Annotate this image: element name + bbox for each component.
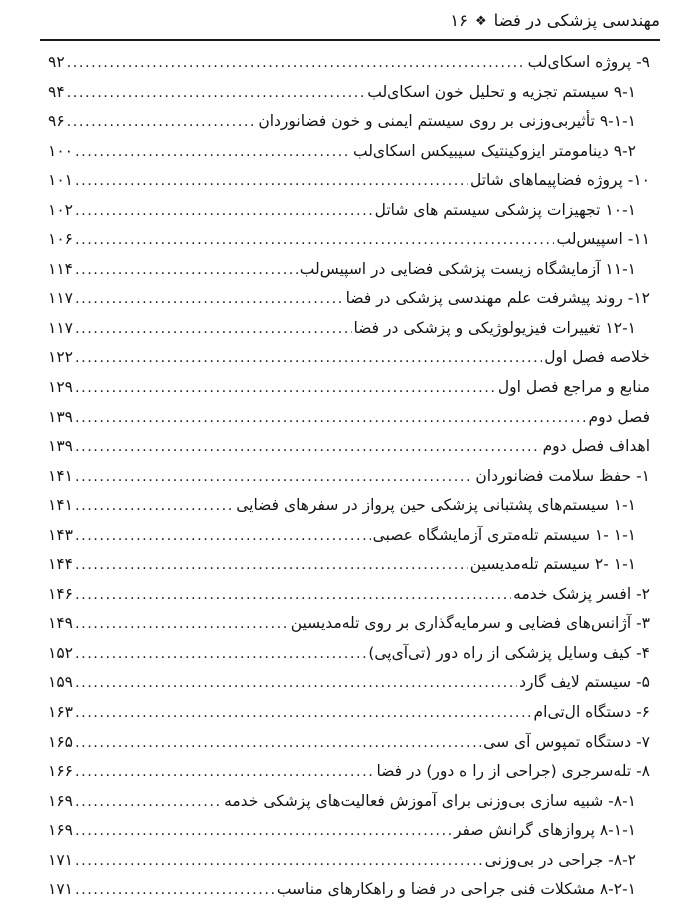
toc-entry-page: ۱۴۹ (48, 614, 73, 633)
toc-leader-dots (75, 876, 275, 905)
toc-entry (48, 875, 650, 905)
book-title: مهندسی پزشکی در فضا (493, 11, 660, 30)
toc-entry-title: اهداف فصل دوم (542, 437, 650, 456)
toc-entry-page: ۱۱۷ (48, 318, 73, 337)
toc-entry-page: ۹۶ (48, 112, 65, 131)
toc-entry-page: ۱۴۶ (48, 584, 73, 603)
toc-entry-title: ۸-۲- جراحی در بی‌وزنی (484, 850, 636, 869)
toc-entry (48, 757, 650, 787)
toc-entry-title: ۹-۲ دینامومتر ایزوکینتیک سیبیکس اسکای‌لب (352, 141, 636, 160)
toc-leader-dots (75, 788, 222, 817)
toc-leader-dots (75, 758, 375, 787)
toc-entry (48, 432, 650, 462)
toc-leader-dots (75, 404, 587, 433)
toc-leader-dots (75, 463, 473, 492)
toc-entry-title: ۲- افسر پزشک خدمه (513, 584, 650, 603)
toc-entry-title: ۱-۱ -۱ سیستم تله‌متری آزمایشگاه عصبی (372, 525, 636, 544)
toc-entry-page: ۱۴۴ (48, 555, 73, 574)
toc-entry (48, 462, 650, 492)
toc-entry-title: ۹-۱ سیستم تجزیه و تحلیل خون اسکای‌لب (367, 82, 636, 101)
toc-entry-title: ۱۱-۱ آزمایشگاه زیست پزشکی فضایی در اسپیس‌لب (299, 259, 636, 278)
toc-entry-page: ۱۰۰ (48, 141, 73, 160)
toc-entry-title: ۹-۱-۱ تأثیربی‌وزنی بر روی سیستم ایمنی و خون فضانوردان (258, 112, 636, 131)
toc-leader-dots (75, 492, 234, 521)
toc-entry (48, 166, 650, 196)
toc-entry-title: ۸-۱-۱ پروازهای گرانش صفر (454, 821, 636, 840)
toc-entry-page: ۹۲ (48, 53, 65, 71)
toc-entry (48, 580, 650, 610)
toc-leader-dots (75, 138, 351, 167)
toc-entry-title: منابع و مراجع فصل اول (497, 378, 650, 397)
toc-leader-dots (67, 79, 366, 108)
toc-entry-title: ۹- پروژه اسکای‌لب (527, 53, 650, 71)
toc-leader-dots (75, 847, 483, 876)
toc-entry-page: ۱۶۹ (48, 791, 73, 810)
toc-leader-dots (75, 256, 298, 285)
toc-entry-page: ۹۴ (48, 82, 65, 101)
toc-entry (48, 787, 650, 817)
toc-leader-dots (75, 167, 468, 196)
toc-entry (48, 816, 650, 846)
toc-leader-dots (75, 610, 289, 639)
toc-entry (48, 550, 650, 580)
toc-leader-dots (75, 433, 541, 462)
toc-leader-dots (75, 285, 344, 314)
toc-entry-title: ۱۰-۱ تجهیزات پزشکی سیستم های شاتل (374, 200, 636, 219)
toc-entry (48, 521, 650, 551)
toc-leader-dots (75, 226, 554, 255)
toc-entry (48, 343, 650, 373)
toc-entry-title: ۸- تله‌سرجری (جراحی از را ه دور) در فضا (376, 762, 650, 781)
toc-entry-page: ۱۷۱ (48, 880, 73, 899)
toc-entry-page: ۱۶۳ (48, 703, 73, 722)
toc-entry-page: ۱۶۹ (48, 821, 73, 840)
toc-entry-page: ۱۱۷ (48, 289, 73, 308)
toc-entry-title: ۱- حفظ سلامت فضانوردان (475, 466, 650, 485)
toc-leader-dots (75, 344, 542, 373)
toc-entry (48, 107, 650, 137)
toc-entry-title: خلاصه فصل اول (544, 348, 650, 367)
toc-leader-dots (67, 49, 526, 78)
toc-leader-dots (75, 581, 511, 610)
toc-entry-page: ۱۱۴ (48, 259, 73, 278)
toc-list (40, 41, 660, 905)
toc-leader-dots (75, 817, 452, 846)
toc-entry (48, 78, 650, 108)
toc-entry (48, 668, 650, 698)
toc-entry-title: ۵- سیستم لایف گارد (519, 673, 650, 692)
toc-leader-dots (75, 374, 496, 403)
toc-entry-page: ۱۴۱ (48, 466, 73, 485)
toc-leader-dots (75, 551, 468, 580)
toc-leader-dots (75, 197, 373, 226)
toc-entry-title: ۴- کیف وسایل پزشکی از راه دور (تی‌آی‌پی) (368, 643, 650, 662)
toc-leader-dots (75, 640, 366, 669)
toc-entry (48, 48, 650, 78)
toc-entry-title: فصل دوم (588, 407, 650, 426)
toc-entry-title: ۱۲- روند پیشرفت علم مهندسی پزشکی در فضا (345, 289, 650, 308)
toc-entry-page: ۱۷۱ (48, 850, 73, 869)
toc-entry-page: ۱۰۲ (48, 200, 73, 219)
toc-entry (48, 403, 650, 433)
toc-entry-title: ۱۱- اسپیس‌لب (556, 230, 650, 249)
header-page-number: ۱۶ (450, 11, 469, 30)
toc-leader-dots (67, 108, 257, 137)
toc-entry-page: ۱۲۹ (48, 378, 73, 397)
toc-entry-title: ۱۰- پروژه فضاپیماهای شاتل (469, 171, 650, 190)
toc-entry (48, 609, 650, 639)
toc-entry-page: ۱۵۲ (48, 643, 73, 662)
toc-entry-page: ۱۳۹ (48, 407, 73, 426)
toc-entry-title: ۱۲-۱ تغییرات فیزیولوژیکی و پزشکی در فضا (353, 318, 636, 337)
toc-entry (48, 728, 650, 758)
toc-entry-title: ۳- آژانس‌های فضایی و سرمایه‌گذاری بر روی تله‌مدیسین (290, 614, 650, 633)
toc-entry-title: ۶- دستگاه ال‌تی‌ام (533, 703, 650, 722)
toc-entry (48, 196, 650, 226)
toc-leader-dots (75, 669, 517, 698)
toc-entry-page: ۱۴۳ (48, 525, 73, 544)
page-header (40, 8, 660, 41)
toc-entry-page: ۱۶۶ (48, 762, 73, 781)
toc-leader-dots (75, 522, 371, 551)
toc-entry (48, 491, 650, 521)
toc-entry (48, 698, 650, 728)
toc-entry (48, 373, 650, 403)
toc-entry-title: ۷- دستگاه تمپوس آی سی (483, 732, 650, 751)
toc-entry-title: ۱-۱ -۲ سیستم تله‌مدیسین (469, 555, 636, 574)
toc-entry (48, 255, 650, 285)
toc-entry-page: ۱۰۶ (48, 230, 73, 249)
toc-entry-page: ۱۵۹ (48, 673, 73, 692)
toc-entry-page: ۱۳۹ (48, 437, 73, 456)
toc-entry-title: ۸-۲-۱ مشکلات فنی جراحی در فضا و راهکارهای مناسب (276, 880, 636, 899)
diamond-ornament-icon: ❖ (475, 14, 487, 29)
toc-entry (48, 284, 650, 314)
toc-leader-dots (75, 699, 532, 728)
toc-entry-title: ۸-۱- شبیه سازی بی‌وزنی برای آموزش فعالیت‌های پزشکی خدمه (224, 791, 636, 810)
toc-entry-page: ۱۶۵ (48, 732, 73, 751)
toc-leader-dots (75, 729, 481, 758)
toc-entry (48, 846, 650, 876)
toc-entry-page: ۱۰۱ (48, 171, 73, 190)
toc-entry (48, 314, 650, 344)
toc-entry (48, 137, 650, 167)
toc-entry-title: ۱-۱ سیستم‌های پشتبانی پزشکی حین پرواز در سفرهای فضایی (236, 496, 636, 515)
toc-leader-dots (75, 315, 352, 344)
toc-entry (48, 225, 650, 255)
toc-entry-page: ۱۴۱ (48, 496, 73, 515)
toc-entry (48, 639, 650, 669)
toc-entry-page: ۱۲۲ (48, 348, 73, 367)
